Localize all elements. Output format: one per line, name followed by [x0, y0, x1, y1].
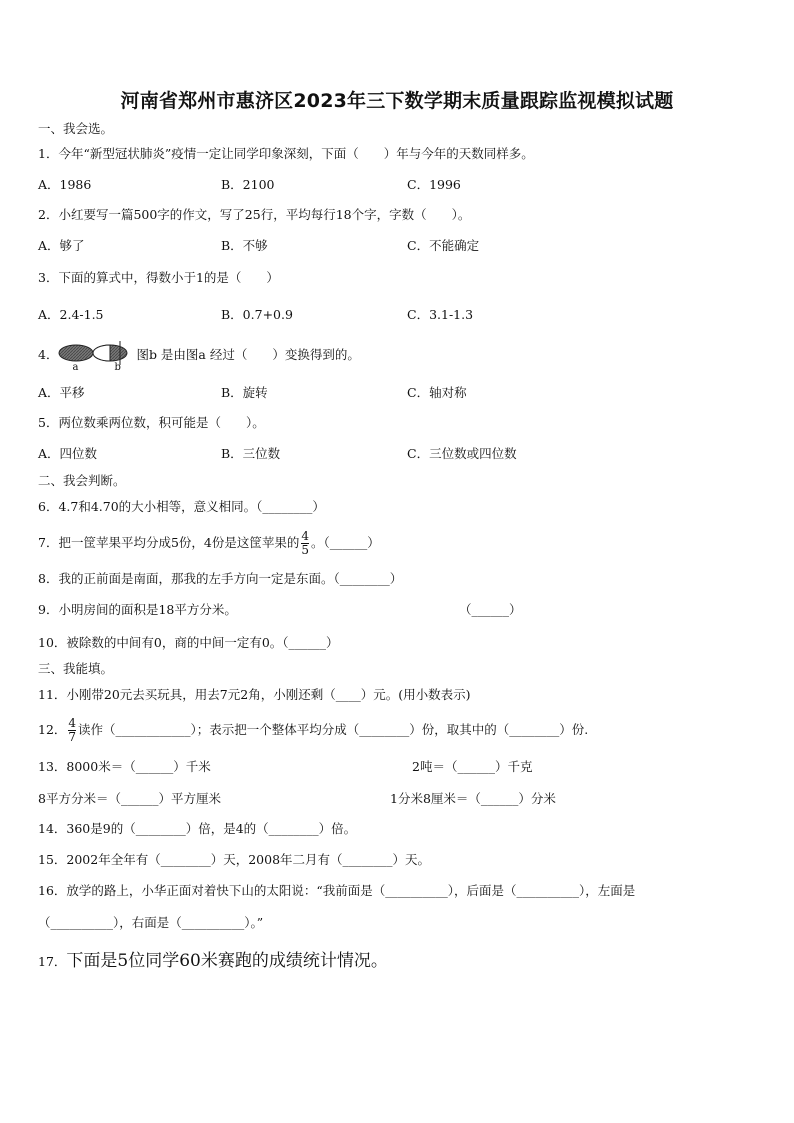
q2-option-b: B．不够: [221, 238, 268, 253]
q4-figure-label-a: a: [72, 361, 79, 373]
q3-option-a: A．2.4-1.5: [38, 307, 104, 322]
question-3: 3．下面的算式中，得数小于1的是（ ）: [38, 270, 279, 285]
q7-fraction: [301, 530, 309, 557]
section-heading-choice: 一、我会选。: [38, 121, 114, 136]
q7-text-after: 。（______）: [311, 535, 380, 550]
q17-text: 下面是5位同学60米赛跑的成绩统计情况。: [66, 951, 388, 971]
question-16-line-1: 16．放学的路上，小华正面对着快下山的太阳说：“我前面是（__________），后面是（__________），左面是: [38, 883, 636, 898]
q5-option-a: A．四位数: [38, 446, 98, 461]
q7-fraction-denominator: 5: [301, 543, 310, 557]
q4-figure: [58, 341, 136, 371]
section-heading-judge: 二、我会判断。: [38, 473, 126, 488]
q2-option-a: A．够了: [38, 238, 85, 253]
question-2: 2．小红要写一篇500字的作文，写了25行，平均每行18个字，字数（ ）。: [38, 207, 471, 222]
question-16-line-2: （__________），右面是（__________）。”: [38, 915, 264, 930]
question-17: [38, 950, 388, 973]
ellipse-figure-icon: [58, 341, 136, 375]
question-15: 15．2002年全年有（________）天，2008年二月有（________）天。: [38, 852, 431, 867]
q4-option-b: B．旋转: [221, 385, 268, 400]
question-4: [38, 340, 360, 371]
q12-fraction: [68, 717, 76, 744]
question-14: 14．360是9的（________）倍，是4的（________）倍。: [38, 821, 357, 836]
q5-option-c: C．三位数或四位数: [407, 446, 517, 461]
q1-option-b: B．2100: [221, 177, 275, 192]
q3-option-c: C．3.1-1.3: [407, 307, 474, 322]
q7-text-before: 7．把一筐苹果平均分成5份，4份是这筐苹果的: [38, 535, 300, 550]
question-13-right: 2吨＝（______）千克: [412, 759, 533, 774]
q4-number: 4．: [38, 347, 59, 362]
section-heading-fill: 三、我能填。: [38, 661, 114, 676]
question-11: 11．小刚带20元去买玩具，用去7元2角，小刚还剩（____）元。(用小数表示): [38, 687, 471, 702]
q9-answer-blank: （______）: [459, 602, 522, 617]
question-8: 8．我的正前面是南面，那我的左手方向一定是东面。（________）: [38, 571, 403, 586]
question-1: 1．今年“新型冠状肺炎”疫情一定让同学印象深刻，下面（ ）年与今年的天数同样多。: [38, 146, 534, 161]
question-12: [38, 712, 588, 748]
question-13-left: 13．8000米＝（______）千米: [38, 759, 211, 774]
q1-option-a: A．1986: [38, 177, 92, 192]
q4-option-c: C．轴对称: [407, 385, 467, 400]
page-title: 河南省郑州市惠济区2023年三下数学期末质量跟踪监视模拟试题: [120, 90, 674, 112]
q2-option-c: C．不能确定: [407, 238, 480, 253]
q4-figure-label-b: b: [114, 361, 121, 373]
q12-fraction-numerator: 4: [68, 716, 77, 730]
q12-text: 读作（____________）；表示把一个整体平均分成（________）份，取其中的（________）份.: [78, 722, 589, 737]
question-5: 5．两位数乘两位数，积可能是（ ）。: [38, 415, 265, 430]
q4-text: 图b 是由图a 经过（ ）变换得到的。: [136, 347, 360, 362]
question-7: [38, 525, 380, 561]
q5-option-b: B．三位数: [221, 446, 281, 461]
q7-fraction-numerator: 4: [301, 529, 310, 543]
q12-fraction-denominator: 7: [68, 730, 77, 744]
question-13b-right: 1分米8厘米＝（______）分米: [390, 791, 556, 806]
q1-option-c: C．1996: [407, 177, 461, 192]
question-9: 9．小明房间的面积是18平方分米。: [38, 602, 237, 617]
q17-number: 17．: [38, 954, 67, 969]
q3-option-b: B．0.7+0.9: [221, 307, 293, 322]
q12-number: 12．: [38, 722, 67, 737]
q4-option-a: A．平移: [38, 385, 85, 400]
question-10: 10．被除数的中间有0，商的中间一定有0。（______）: [38, 635, 339, 650]
question-13b-left: 8平方分米＝（______）平方厘米: [38, 791, 221, 806]
question-6: 6．4.7和4.70的大小相等，意义相同。（________）: [38, 499, 325, 514]
